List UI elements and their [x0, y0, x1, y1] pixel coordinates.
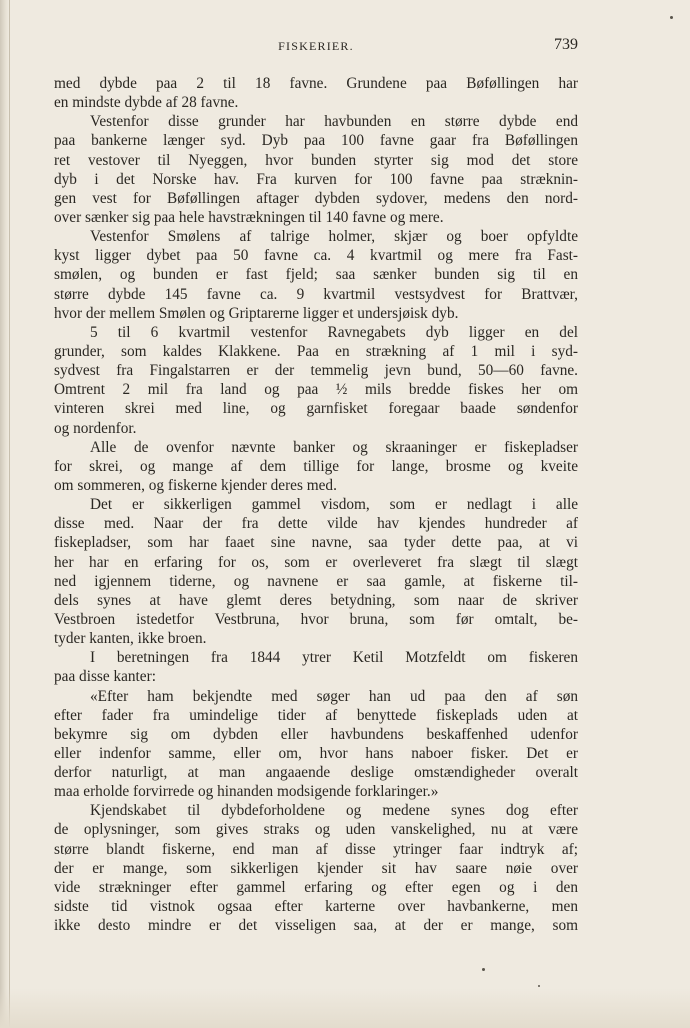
text-line: gen vest for Bøføllingen aftager dybden sydover, medens den nord- [54, 189, 578, 207]
page-number: 739 [554, 36, 578, 53]
text-line: Vestenfor Smølens af talrige holmer, skjær og boer opfyldte [90, 228, 578, 246]
text-line: større dybde 145 favne ca. 9 kvartmil vestsydvest for Brattvær, [54, 285, 578, 303]
text-line: I beretningen fra 1844 ytrer Ketil Motzfeldt om fiskeren [90, 649, 578, 667]
text-line: bekymre sig om dybden eller havbundens beskaffenhed udenfor [54, 725, 578, 743]
text-line: sydvest fra Fingalstarren er der temmelig jevn bund, 50—60 favne. [54, 362, 578, 380]
text-line: paa bankerne længer syd. Dyb paa 100 favne gaar fra Bøføllingen [54, 132, 578, 150]
page-bottom-shade [0, 988, 690, 1028]
text-line: disse med. Naar der fra dette vilde hav kjendes hundreder af [54, 515, 578, 533]
text-line: efter fader fra umindelige tider af benyttede fiskeplads uden at [54, 706, 578, 724]
text-line: 5 til 6 kvartmil vestenfor Ravnegabets dyb ligger en del [90, 323, 578, 341]
text-line: «Efter ham bekjendte med søger han ud paa den af søn [90, 687, 578, 705]
text-line: fiskepladser, som har faaet sine navne, saa tyder dette paa, at vi [54, 534, 578, 552]
speck-mark [482, 968, 485, 971]
text-line: tyder kanten, ikke broen. [54, 630, 207, 648]
text-line: ikke desto mindre er det visseligen saa, at der er mange, som [54, 917, 578, 935]
speck-mark [670, 16, 673, 19]
text-line: derfor naturligt, at man angaaende deslige omstændigheder overalt [54, 764, 578, 782]
text-line: for skrei, og mange af dem tillige for lange, brosme og kveite [54, 457, 578, 475]
text-line: hvor der mellem Smølen og Griptarerne ligger et undersjøisk dyb. [54, 304, 459, 322]
text-line: dyb i det Norske hav. Fra kurven for 100 favne paa stræknin- [54, 170, 578, 188]
text-line: Vestenfor disse grunder har havbunden en større dybde end [90, 113, 578, 131]
text-line: om sommeren, og fiskerne kjender deres med. [54, 476, 337, 494]
text-line: og nordenfor. [54, 419, 137, 437]
text-line: ret vestover til Nyeggen, hvor bunden styrter sig mod det store [54, 151, 578, 169]
text-line: sidste tid vistnok ogsaa efter karterne over havbankerne, men [54, 898, 578, 916]
text-line: større blandt fiskerne, end man af disse ytringer faar indtryk af; [54, 840, 578, 858]
text-line: Det er sikkerligen gammel visdom, som er nedlagt i alle [90, 496, 578, 514]
text-line: her har en erfaring for os, som er overleveret fra slægt til slægt [54, 553, 578, 571]
text-line: maa erholde forvirrede og hinanden modsigende forklaringer.» [54, 783, 439, 801]
text-line: Omtrent 2 mil fra land og paa ½ mils bredde fiskes her om [54, 381, 578, 399]
text-line: en mindste dybde af 28 favne. [54, 94, 239, 112]
text-line: Vestbroen istedetfor Vestbruna, hvor bruna, som før omtalt, be- [54, 610, 578, 628]
binding-line [9, 0, 10, 1028]
text-line: dels synes at have glemt deres betydning, som naar de skriver [54, 591, 578, 609]
body-text [54, 74, 578, 935]
running-head: FISKERIER. [278, 39, 354, 53]
text-line: de oplysninger, som gives straks og uden vanskelighed, nu at være [54, 821, 578, 839]
text-line: vide strækninger efter gammel erfaring og efter egen og i den [54, 878, 578, 896]
text-line: vinteren skrei med line, og garnfisket foregaar baade søndenfor [54, 400, 578, 418]
text-line: over sænker sig paa hele havstrækningen til 140 favne og mere. [54, 208, 444, 226]
page-header [54, 36, 578, 56]
page-edge-shadow [0, 0, 9, 1028]
text-line: ned igjennem tiderne, og navnene er saa gamle, at fiskerne til- [54, 572, 578, 590]
text-line: Alle de ovenfor nævnte banker og skraaninger er fiskepladser [90, 438, 578, 456]
text-line: smølen, og bunden er fast fjeld; saa sænker bunden sig til en [54, 266, 578, 284]
text-line: paa disse kanter: [54, 668, 156, 686]
speck-mark [538, 985, 540, 987]
text-line: Kjendskabet til dybdeforholdene og medene synes dog efter [90, 802, 578, 820]
text-line: med dybde paa 2 til 18 favne. Grundene paa Bøføllingen har [54, 75, 578, 92]
text-line: eller indenfor samme, eller om, hvor hans naboer fisker. Det er [54, 744, 578, 762]
text-line: kyst ligger dybet paa 50 favne ca. 4 kvartmil og mere fra Fast- [54, 247, 578, 265]
text-line: der er mange, som sikkerligen kjender sit hav saare nøie over [54, 859, 578, 877]
text-line: grunder, som kaldes Klakkene. Paa en strækning af 1 mil i syd- [54, 342, 578, 360]
